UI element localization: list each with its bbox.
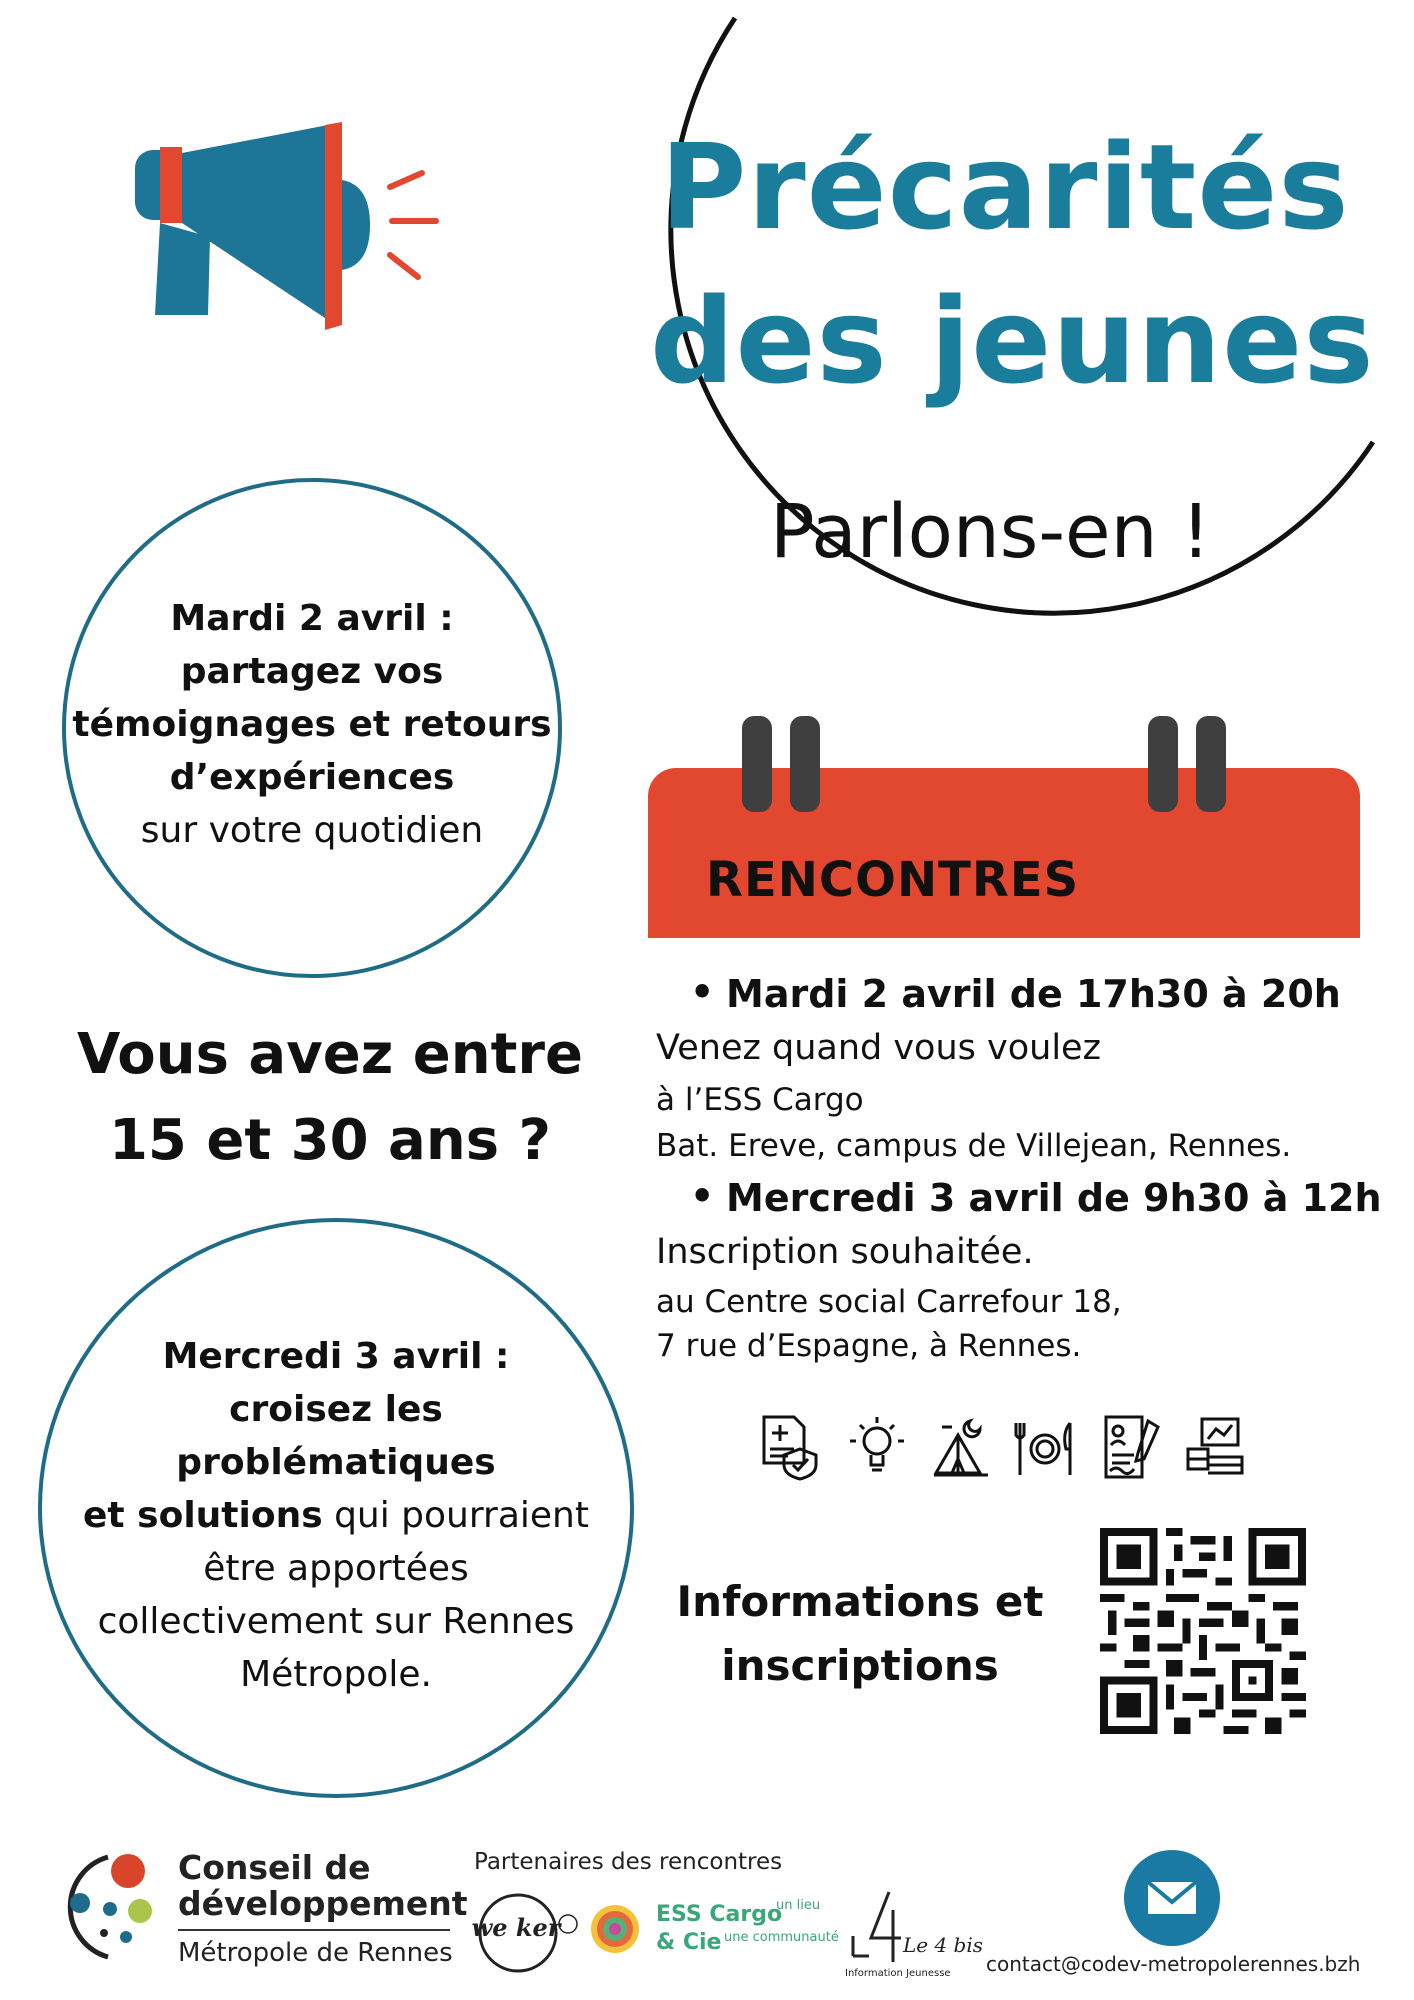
wednesday-line-mixed <box>38 1489 634 1542</box>
ess-cargo-name: ESS Cargo <box>656 1902 783 1927</box>
mail-icon <box>1124 1850 1220 1946</box>
ess-cargo-tagline: un lieu <box>776 1898 821 1913</box>
codev-name-line: Conseil de <box>178 1848 371 1887</box>
wednesday-mixed-bold: et solutions <box>83 1495 323 1536</box>
tuesday-line: témoignages et retours <box>72 704 552 745</box>
le-4bis-logo-text: Le 4 bis <box>903 1933 984 1957</box>
codev-name <box>178 1850 468 1922</box>
codev-name-line: développement <box>178 1884 468 1923</box>
event1-heading: • Mardi 2 avril de 17h30 à 20h <box>726 972 1341 1016</box>
bedroom-icon <box>1184 1413 1246 1481</box>
wednesday-line: problématiques <box>176 1442 496 1483</box>
wednesday-line: Métropole. <box>240 1654 432 1695</box>
calendar-ring <box>790 716 820 812</box>
page-title-line1: Précarités <box>660 118 1350 256</box>
megaphone-icon <box>120 125 500 350</box>
weker-logo <box>472 1890 582 1976</box>
le-4bis-subtitle: Information Jeunesse <box>845 1968 951 1979</box>
wednesday-heading: Mercredi 3 avril : <box>162 1336 510 1377</box>
weker-logo-text: we ker <box>471 1913 561 1942</box>
tuesday-heading: Mardi 2 avril : <box>170 598 454 639</box>
contact-email-link[interactable]: contact@codev-metropolerennes.bzh <box>986 1952 1361 1976</box>
page-title-line2: des jeunes <box>650 272 1375 410</box>
event1-line: Venez quand vous voulez <box>656 1028 1101 1068</box>
wednesday-mixed-normal: qui pourraient <box>322 1495 589 1536</box>
codev-logo <box>48 1845 180 1965</box>
calendar-banner-title: RENCONTRES <box>706 852 1080 908</box>
codev-subtitle: Métropole de Rennes <box>178 1938 453 1968</box>
event1-line: à l’ESS Cargo <box>656 1082 864 1118</box>
codev-divider <box>178 1929 450 1931</box>
wednesday-line: collectivement sur Rennes <box>97 1601 575 1642</box>
tuesday-line: d’expériences <box>169 757 455 798</box>
health-document-icon <box>758 1413 820 1481</box>
lightbulb-icon <box>846 1413 908 1481</box>
info-line: inscriptions <box>721 1641 999 1690</box>
calendar-ring <box>1196 716 1226 812</box>
ess-cie-name: & Cie <box>656 1930 722 1955</box>
page-subtitle: Parlons-en ! <box>770 489 1211 575</box>
ess-cie-tagline: une communauté <box>724 1930 839 1945</box>
age-question-line: 15 et 30 ans ? <box>108 1108 552 1173</box>
wednesday-line: être apportées <box>203 1548 469 1589</box>
info-line: Informations et <box>676 1577 1044 1626</box>
mail-button[interactable] <box>1124 1850 1220 1946</box>
event2-heading: • Mercredi 3 avril de 9h30 à 12h <box>726 1176 1382 1220</box>
info-registration-text <box>640 1570 1080 1698</box>
tuesday-line: sur votre quotidien <box>140 810 484 851</box>
event2-line: Inscription souhaitée. <box>656 1232 1034 1272</box>
age-question-line: Vous avez entre <box>76 1022 584 1087</box>
form-signature-icon <box>1100 1413 1162 1481</box>
tuesday-line: partagez vos <box>180 651 444 692</box>
event2-line: au Centre social Carrefour 18, <box>656 1284 1122 1320</box>
event2-line: 7 rue d’Espagne, à Rennes. <box>656 1328 1082 1364</box>
age-question <box>40 1012 620 1184</box>
calendar-ring <box>1148 716 1178 812</box>
calendar-ring <box>742 716 772 812</box>
event1-line: Bat. Ereve, campus de Villejean, Rennes. <box>656 1128 1292 1164</box>
tuesday-circle-text <box>62 592 562 857</box>
qr-code[interactable] <box>1100 1528 1306 1734</box>
meal-plate-icon <box>1014 1413 1076 1481</box>
ess-cargo-spiral-icon <box>588 1902 642 1956</box>
le-4bis-logo <box>845 1886 984 1970</box>
wednesday-line: croisez les <box>229 1389 443 1430</box>
partners-label: Partenaires des rencontres <box>474 1849 783 1875</box>
camping-tent-icon <box>930 1413 992 1481</box>
wednesday-circle-text <box>38 1330 634 1701</box>
